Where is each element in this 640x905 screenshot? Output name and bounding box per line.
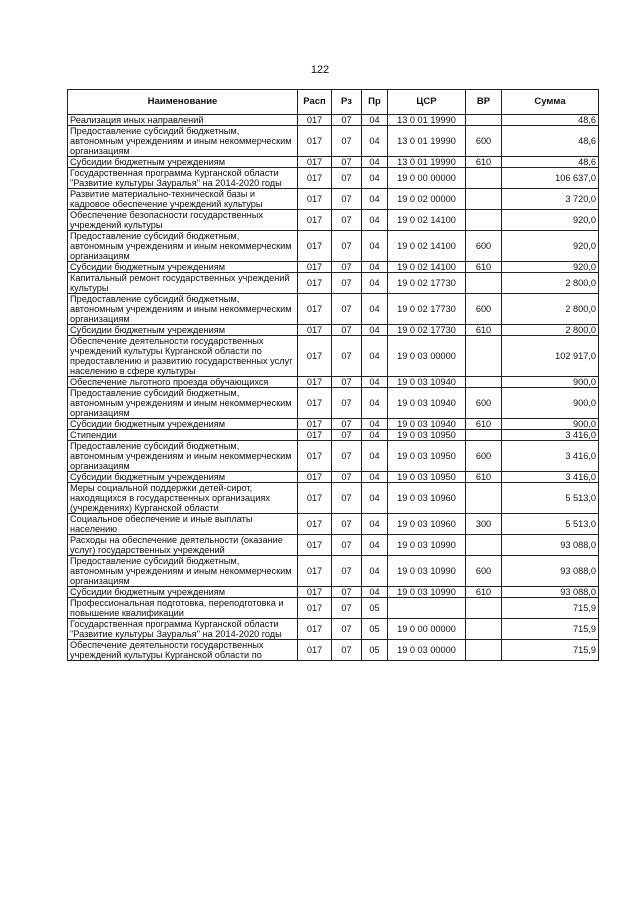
cell-vr: 610 (466, 262, 502, 273)
cell-vr: 600 (466, 556, 502, 587)
cell-sum: 93 088,0 (502, 587, 599, 598)
cell-rz: 07 (332, 587, 362, 598)
cell-csr: 19 0 02 14100 (388, 231, 466, 262)
cell-pr: 04 (362, 157, 388, 168)
cell-name: Субсидии бюджетным учреждениям (68, 472, 298, 483)
table-body (68, 115, 599, 661)
cell-sum: 106 637,0 (502, 168, 599, 189)
cell-rasp: 017 (298, 168, 332, 189)
cell-sum: 102 917,0 (502, 336, 599, 377)
cell-name: Развитие материально-технической базы и кадровое обеспечение учреждений культуры (68, 189, 298, 210)
table-row (68, 514, 599, 535)
cell-rz: 07 (332, 273, 362, 294)
cell-vr: 610 (466, 325, 502, 336)
table-row (68, 377, 599, 388)
cell-rasp: 017 (298, 483, 332, 514)
cell-pr: 04 (362, 336, 388, 377)
cell-vr (466, 273, 502, 294)
cell-name: Стипендии (68, 430, 298, 441)
table-row (68, 640, 599, 661)
cell-vr (466, 189, 502, 210)
cell-rasp: 017 (298, 157, 332, 168)
cell-sum: 920,0 (502, 262, 599, 273)
cell-pr: 04 (362, 273, 388, 294)
cell-rasp: 017 (298, 231, 332, 262)
table-row (68, 419, 599, 430)
cell-sum: 900,0 (502, 419, 599, 430)
cell-rasp: 017 (298, 587, 332, 598)
cell-sum: 5 513,0 (502, 483, 599, 514)
cell-name: Социальное обеспечение и иные выплаты населению (68, 514, 298, 535)
cell-sum: 3 416,0 (502, 430, 599, 441)
cell-sum: 715,9 (502, 598, 599, 619)
cell-vr (466, 640, 502, 661)
cell-sum: 900,0 (502, 377, 599, 388)
cell-csr: 19 0 03 10990 (388, 587, 466, 598)
cell-csr: 19 0 03 10990 (388, 535, 466, 556)
cell-pr: 04 (362, 472, 388, 483)
header-pr: Пр (362, 90, 388, 115)
cell-rasp: 017 (298, 115, 332, 126)
cell-pr: 04 (362, 231, 388, 262)
cell-rz: 07 (332, 640, 362, 661)
cell-vr: 600 (466, 231, 502, 262)
table-row (68, 189, 599, 210)
header-csr: ЦСР (388, 90, 466, 115)
cell-rz: 07 (332, 430, 362, 441)
cell-vr (466, 483, 502, 514)
cell-rasp: 017 (298, 126, 332, 157)
cell-rz: 07 (332, 157, 362, 168)
cell-rz: 07 (332, 535, 362, 556)
cell-name: Предоставление субсидий бюджетным, автономным учреждениям и иным некоммерческим организациям (68, 388, 298, 419)
cell-rasp: 017 (298, 430, 332, 441)
cell-csr: 19 0 02 17730 (388, 325, 466, 336)
table-row (68, 441, 599, 472)
cell-name: Субсидии бюджетным учреждениям (68, 587, 298, 598)
table-row (68, 535, 599, 556)
cell-csr: 19 0 03 10940 (388, 377, 466, 388)
cell-pr: 05 (362, 640, 388, 661)
cell-csr: 19 0 03 10950 (388, 430, 466, 441)
cell-csr: 19 0 02 17730 (388, 273, 466, 294)
cell-sum: 48,6 (502, 126, 599, 157)
cell-rz: 07 (332, 336, 362, 377)
cell-rz: 07 (332, 168, 362, 189)
cell-rz: 07 (332, 126, 362, 157)
cell-pr: 04 (362, 430, 388, 441)
cell-rasp: 017 (298, 598, 332, 619)
cell-sum: 93 088,0 (502, 556, 599, 587)
cell-rz: 07 (332, 377, 362, 388)
cell-rasp: 017 (298, 294, 332, 325)
cell-csr: 19 0 03 10950 (388, 472, 466, 483)
cell-csr: 19 0 02 14100 (388, 262, 466, 273)
cell-sum: 715,9 (502, 640, 599, 661)
cell-pr: 04 (362, 514, 388, 535)
cell-csr: 19 0 03 10950 (388, 441, 466, 472)
cell-pr: 04 (362, 483, 388, 514)
cell-csr: 19 0 02 17730 (388, 294, 466, 325)
cell-rasp: 017 (298, 388, 332, 419)
table-row (68, 157, 599, 168)
cell-sum: 3 720,0 (502, 189, 599, 210)
cell-csr: 19 0 02 14100 (388, 210, 466, 231)
cell-pr: 04 (362, 556, 388, 587)
cell-rz: 07 (332, 231, 362, 262)
cell-vr (466, 210, 502, 231)
cell-rz: 07 (332, 262, 362, 273)
cell-name: Меры социальной поддержки детей-сирот, находящихся в государственных организациях (учреждениях) Курганской области (68, 483, 298, 514)
table-row (68, 336, 599, 377)
cell-name: Профессиональная подготовка, переподготовка и повышение квалификации (68, 598, 298, 619)
cell-sum: 920,0 (502, 210, 599, 231)
table-row (68, 231, 599, 262)
cell-rasp: 017 (298, 640, 332, 661)
cell-rasp: 017 (298, 325, 332, 336)
table-row (68, 210, 599, 231)
table-row (68, 556, 599, 587)
cell-name: Обеспечение деятельности государственных учреждений культуры Курганской области по (68, 640, 298, 661)
cell-csr: 19 0 03 10940 (388, 419, 466, 430)
cell-name: Обеспечение деятельности государственных учреждений культуры Курганской области по предоставлению и развитию государственных услуг населению в сфере культуры (68, 336, 298, 377)
cell-name: Расходы на обеспечение деятельности (оказание услуг) государственных учреждений (68, 535, 298, 556)
cell-csr: 19 0 03 10960 (388, 483, 466, 514)
cell-pr: 04 (362, 535, 388, 556)
cell-vr (466, 336, 502, 377)
cell-sum: 2 800,0 (502, 325, 599, 336)
cell-rasp: 017 (298, 377, 332, 388)
table-row (68, 294, 599, 325)
cell-name: Предоставление субсидий бюджетным, автономным учреждениям и иным некоммерческим организациям (68, 441, 298, 472)
header-sum: Сумма (502, 90, 599, 115)
table-row (68, 262, 599, 273)
cell-csr: 13 0 01 19990 (388, 126, 466, 157)
cell-rasp: 017 (298, 556, 332, 587)
cell-sum: 715,9 (502, 619, 599, 640)
cell-name: Субсидии бюджетным учреждениям (68, 157, 298, 168)
cell-pr: 05 (362, 619, 388, 640)
cell-name: Предоставление субсидий бюджетным, автономным учреждениям и иным некоммерческим организациям (68, 294, 298, 325)
table-row (68, 619, 599, 640)
cell-pr: 04 (362, 377, 388, 388)
cell-vr: 610 (466, 472, 502, 483)
cell-rz: 07 (332, 556, 362, 587)
cell-vr: 610 (466, 419, 502, 430)
cell-pr: 04 (362, 262, 388, 273)
cell-rz: 07 (332, 483, 362, 514)
cell-rasp: 017 (298, 419, 332, 430)
cell-rz: 07 (332, 441, 362, 472)
cell-pr: 04 (362, 115, 388, 126)
cell-name: Предоставление субсидий бюджетным, автономным учреждениям и иным некоммерческим организациям (68, 126, 298, 157)
cell-name: Обеспечение льготного проезда обучающихся (68, 377, 298, 388)
cell-rz: 07 (332, 619, 362, 640)
cell-pr: 04 (362, 294, 388, 325)
cell-vr (466, 619, 502, 640)
cell-sum: 900,0 (502, 388, 599, 419)
table-row (68, 472, 599, 483)
cell-rasp: 017 (298, 514, 332, 535)
cell-vr: 600 (466, 441, 502, 472)
cell-csr: 19 0 03 10990 (388, 556, 466, 587)
page-number: 122 (310, 64, 330, 76)
cell-pr: 04 (362, 189, 388, 210)
cell-sum: 3 416,0 (502, 472, 599, 483)
table-row (68, 598, 599, 619)
cell-sum: 3 416,0 (502, 441, 599, 472)
cell-name: Предоставление субсидий бюджетным, автономным учреждениям и иным некоммерческим организациям (68, 556, 298, 587)
table-row (68, 430, 599, 441)
cell-csr: 19 0 03 10960 (388, 514, 466, 535)
cell-name: Государственная программа Курганской области "Развитие культуры Зауралья" на 2014-2020 годы (68, 619, 298, 640)
cell-csr: 19 0 03 10940 (388, 388, 466, 419)
cell-sum: 2 800,0 (502, 294, 599, 325)
cell-pr: 04 (362, 388, 388, 419)
cell-vr (466, 377, 502, 388)
cell-rasp: 017 (298, 441, 332, 472)
cell-sum: 5 513,0 (502, 514, 599, 535)
cell-csr: 19 0 00 00000 (388, 168, 466, 189)
header-rz: Рз (332, 90, 362, 115)
cell-rz: 07 (332, 294, 362, 325)
cell-vr: 600 (466, 294, 502, 325)
cell-vr: 600 (466, 388, 502, 419)
cell-pr: 04 (362, 126, 388, 157)
cell-vr (466, 535, 502, 556)
cell-csr: 19 0 02 00000 (388, 189, 466, 210)
cell-csr: 19 0 03 00000 (388, 336, 466, 377)
cell-name: Капитальный ремонт государственных учреждений культуры (68, 273, 298, 294)
cell-vr (466, 598, 502, 619)
budget-table (67, 89, 599, 661)
cell-name: Государственная программа Курганской области "Развитие культуры Зауралья" на 2014-2020 годы (68, 168, 298, 189)
cell-vr: 610 (466, 157, 502, 168)
cell-vr: 600 (466, 126, 502, 157)
cell-rz: 07 (332, 598, 362, 619)
cell-sum: 48,6 (502, 157, 599, 168)
cell-pr: 04 (362, 419, 388, 430)
cell-name: Субсидии бюджетным учреждениям (68, 419, 298, 430)
cell-pr: 04 (362, 168, 388, 189)
cell-rasp: 017 (298, 273, 332, 294)
cell-sum: 2 800,0 (502, 273, 599, 294)
cell-sum: 48,6 (502, 115, 599, 126)
table-header-row (68, 90, 599, 115)
cell-name: Субсидии бюджетным учреждениям (68, 325, 298, 336)
cell-rasp: 017 (298, 535, 332, 556)
cell-pr: 05 (362, 598, 388, 619)
table-row (68, 388, 599, 419)
cell-csr: 13 0 01 19990 (388, 157, 466, 168)
cell-sum: 920,0 (502, 231, 599, 262)
header-vr: ВР (466, 90, 502, 115)
cell-sum: 93 088,0 (502, 535, 599, 556)
table-row (68, 483, 599, 514)
cell-rz: 07 (332, 514, 362, 535)
cell-csr: 19 0 00 00000 (388, 619, 466, 640)
cell-rz: 07 (332, 210, 362, 231)
cell-csr: 19 0 03 00000 (388, 640, 466, 661)
cell-name: Предоставление субсидий бюджетным, автономным учреждениям и иным некоммерческим организациям (68, 231, 298, 262)
table-row (68, 587, 599, 598)
cell-pr: 04 (362, 587, 388, 598)
header-name: Наименование (68, 90, 298, 115)
cell-rasp: 017 (298, 472, 332, 483)
table-row (68, 168, 599, 189)
cell-csr: 13 0 01 19990 (388, 115, 466, 126)
cell-name: Субсидии бюджетным учреждениям (68, 262, 298, 273)
cell-vr (466, 168, 502, 189)
cell-rasp: 017 (298, 262, 332, 273)
cell-rz: 07 (332, 115, 362, 126)
cell-vr (466, 430, 502, 441)
cell-rasp: 017 (298, 189, 332, 210)
cell-name: Реализация иных направлений (68, 115, 298, 126)
cell-rasp: 017 (298, 336, 332, 377)
cell-vr (466, 115, 502, 126)
cell-pr: 04 (362, 325, 388, 336)
table-row (68, 126, 599, 157)
cell-rz: 07 (332, 388, 362, 419)
cell-vr: 300 (466, 514, 502, 535)
table-row (68, 325, 599, 336)
header-rasp: Расп (298, 90, 332, 115)
cell-rz: 07 (332, 189, 362, 210)
cell-rz: 07 (332, 325, 362, 336)
table-row (68, 115, 599, 126)
cell-rasp: 017 (298, 210, 332, 231)
table-row (68, 273, 599, 294)
cell-rasp: 017 (298, 619, 332, 640)
cell-rz: 07 (332, 472, 362, 483)
cell-csr (388, 598, 466, 619)
cell-pr: 04 (362, 441, 388, 472)
cell-pr: 04 (362, 210, 388, 231)
cell-name: Обеспечение безопасности государственных учреждений культуры (68, 210, 298, 231)
cell-vr: 610 (466, 587, 502, 598)
cell-rz: 07 (332, 419, 362, 430)
